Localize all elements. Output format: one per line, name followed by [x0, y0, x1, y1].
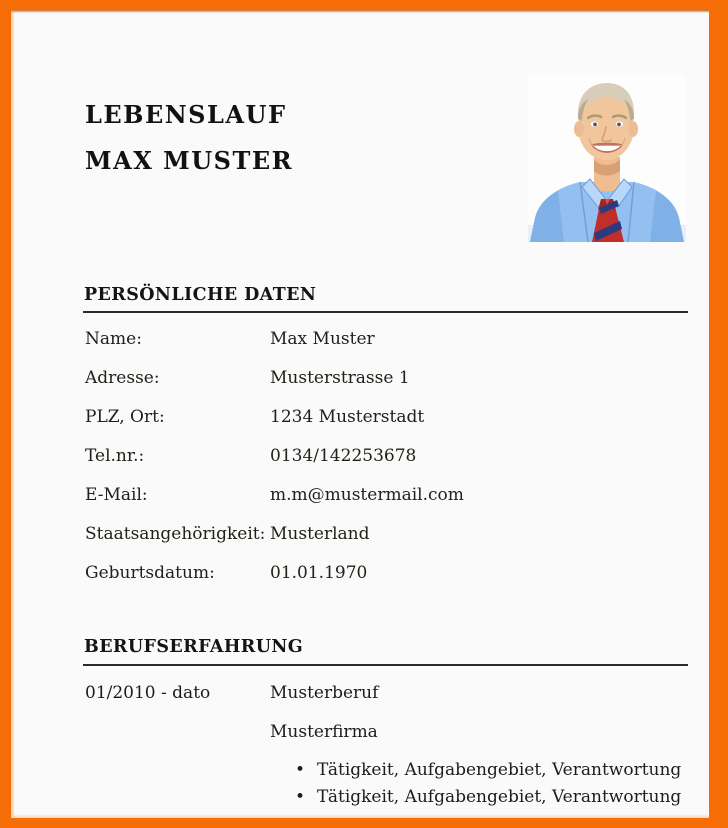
- experience-period: 01/2010 - dato: [85, 683, 211, 703]
- table-row-phone: [85, 446, 688, 466]
- row-label: Tel.nr.:: [85, 446, 145, 466]
- row-value: m.m@mustermail.com: [270, 485, 464, 505]
- row-label: PLZ, Ort:: [85, 407, 165, 427]
- table-row-address: [85, 368, 688, 388]
- row-value: 1234 Musterstadt: [270, 407, 425, 427]
- table-row-city: [85, 407, 688, 427]
- section-heading-personal: PERSÖNLICHE DATEN: [84, 285, 317, 305]
- row-value: Musterland: [270, 524, 370, 544]
- bullet-text: Tätigkeit, Aufgabengebiet, Verantwortung: [317, 787, 682, 807]
- table-row-email: [85, 485, 688, 505]
- bullet-glyph: •: [295, 760, 306, 780]
- portrait-photo-illustration: [528, 75, 686, 242]
- experience-company: Musterfirma: [270, 722, 378, 742]
- section-rule-personal: [83, 311, 688, 313]
- experience-role: Musterberuf: [270, 683, 379, 703]
- page-title: LEBENSLAUF: [85, 100, 287, 129]
- row-label: Name:: [85, 329, 142, 349]
- experience-bullet-list: [295, 757, 681, 811]
- section-heading-experience: BERUFSERFAHRUNG: [84, 637, 304, 657]
- row-value: 0134/142253678: [270, 446, 417, 466]
- table-row-name: [85, 329, 688, 349]
- row-label: Geburtsdatum:: [85, 563, 215, 583]
- portrait-photo: [528, 75, 686, 242]
- table-row-birthdate: [85, 563, 688, 583]
- bullet-text: Tätigkeit, Aufgabengebiet, Verantwortung: [317, 760, 682, 780]
- candidate-name: MAX MUSTER: [85, 146, 294, 175]
- bullet-item: [295, 757, 681, 784]
- bullet-glyph: •: [295, 787, 306, 807]
- row-value: Musterstrasse 1: [270, 368, 410, 388]
- row-label: Staatsangehörigkeit:: [85, 524, 266, 544]
- row-value: Max Muster: [270, 329, 375, 349]
- row-label: Adresse:: [85, 368, 160, 388]
- bullet-item: [295, 784, 681, 811]
- section-rule-experience: [83, 664, 688, 666]
- row-value: 01.01.1970: [270, 563, 368, 583]
- row-label: E-Mail:: [85, 485, 148, 505]
- table-row-nationality: [85, 524, 688, 544]
